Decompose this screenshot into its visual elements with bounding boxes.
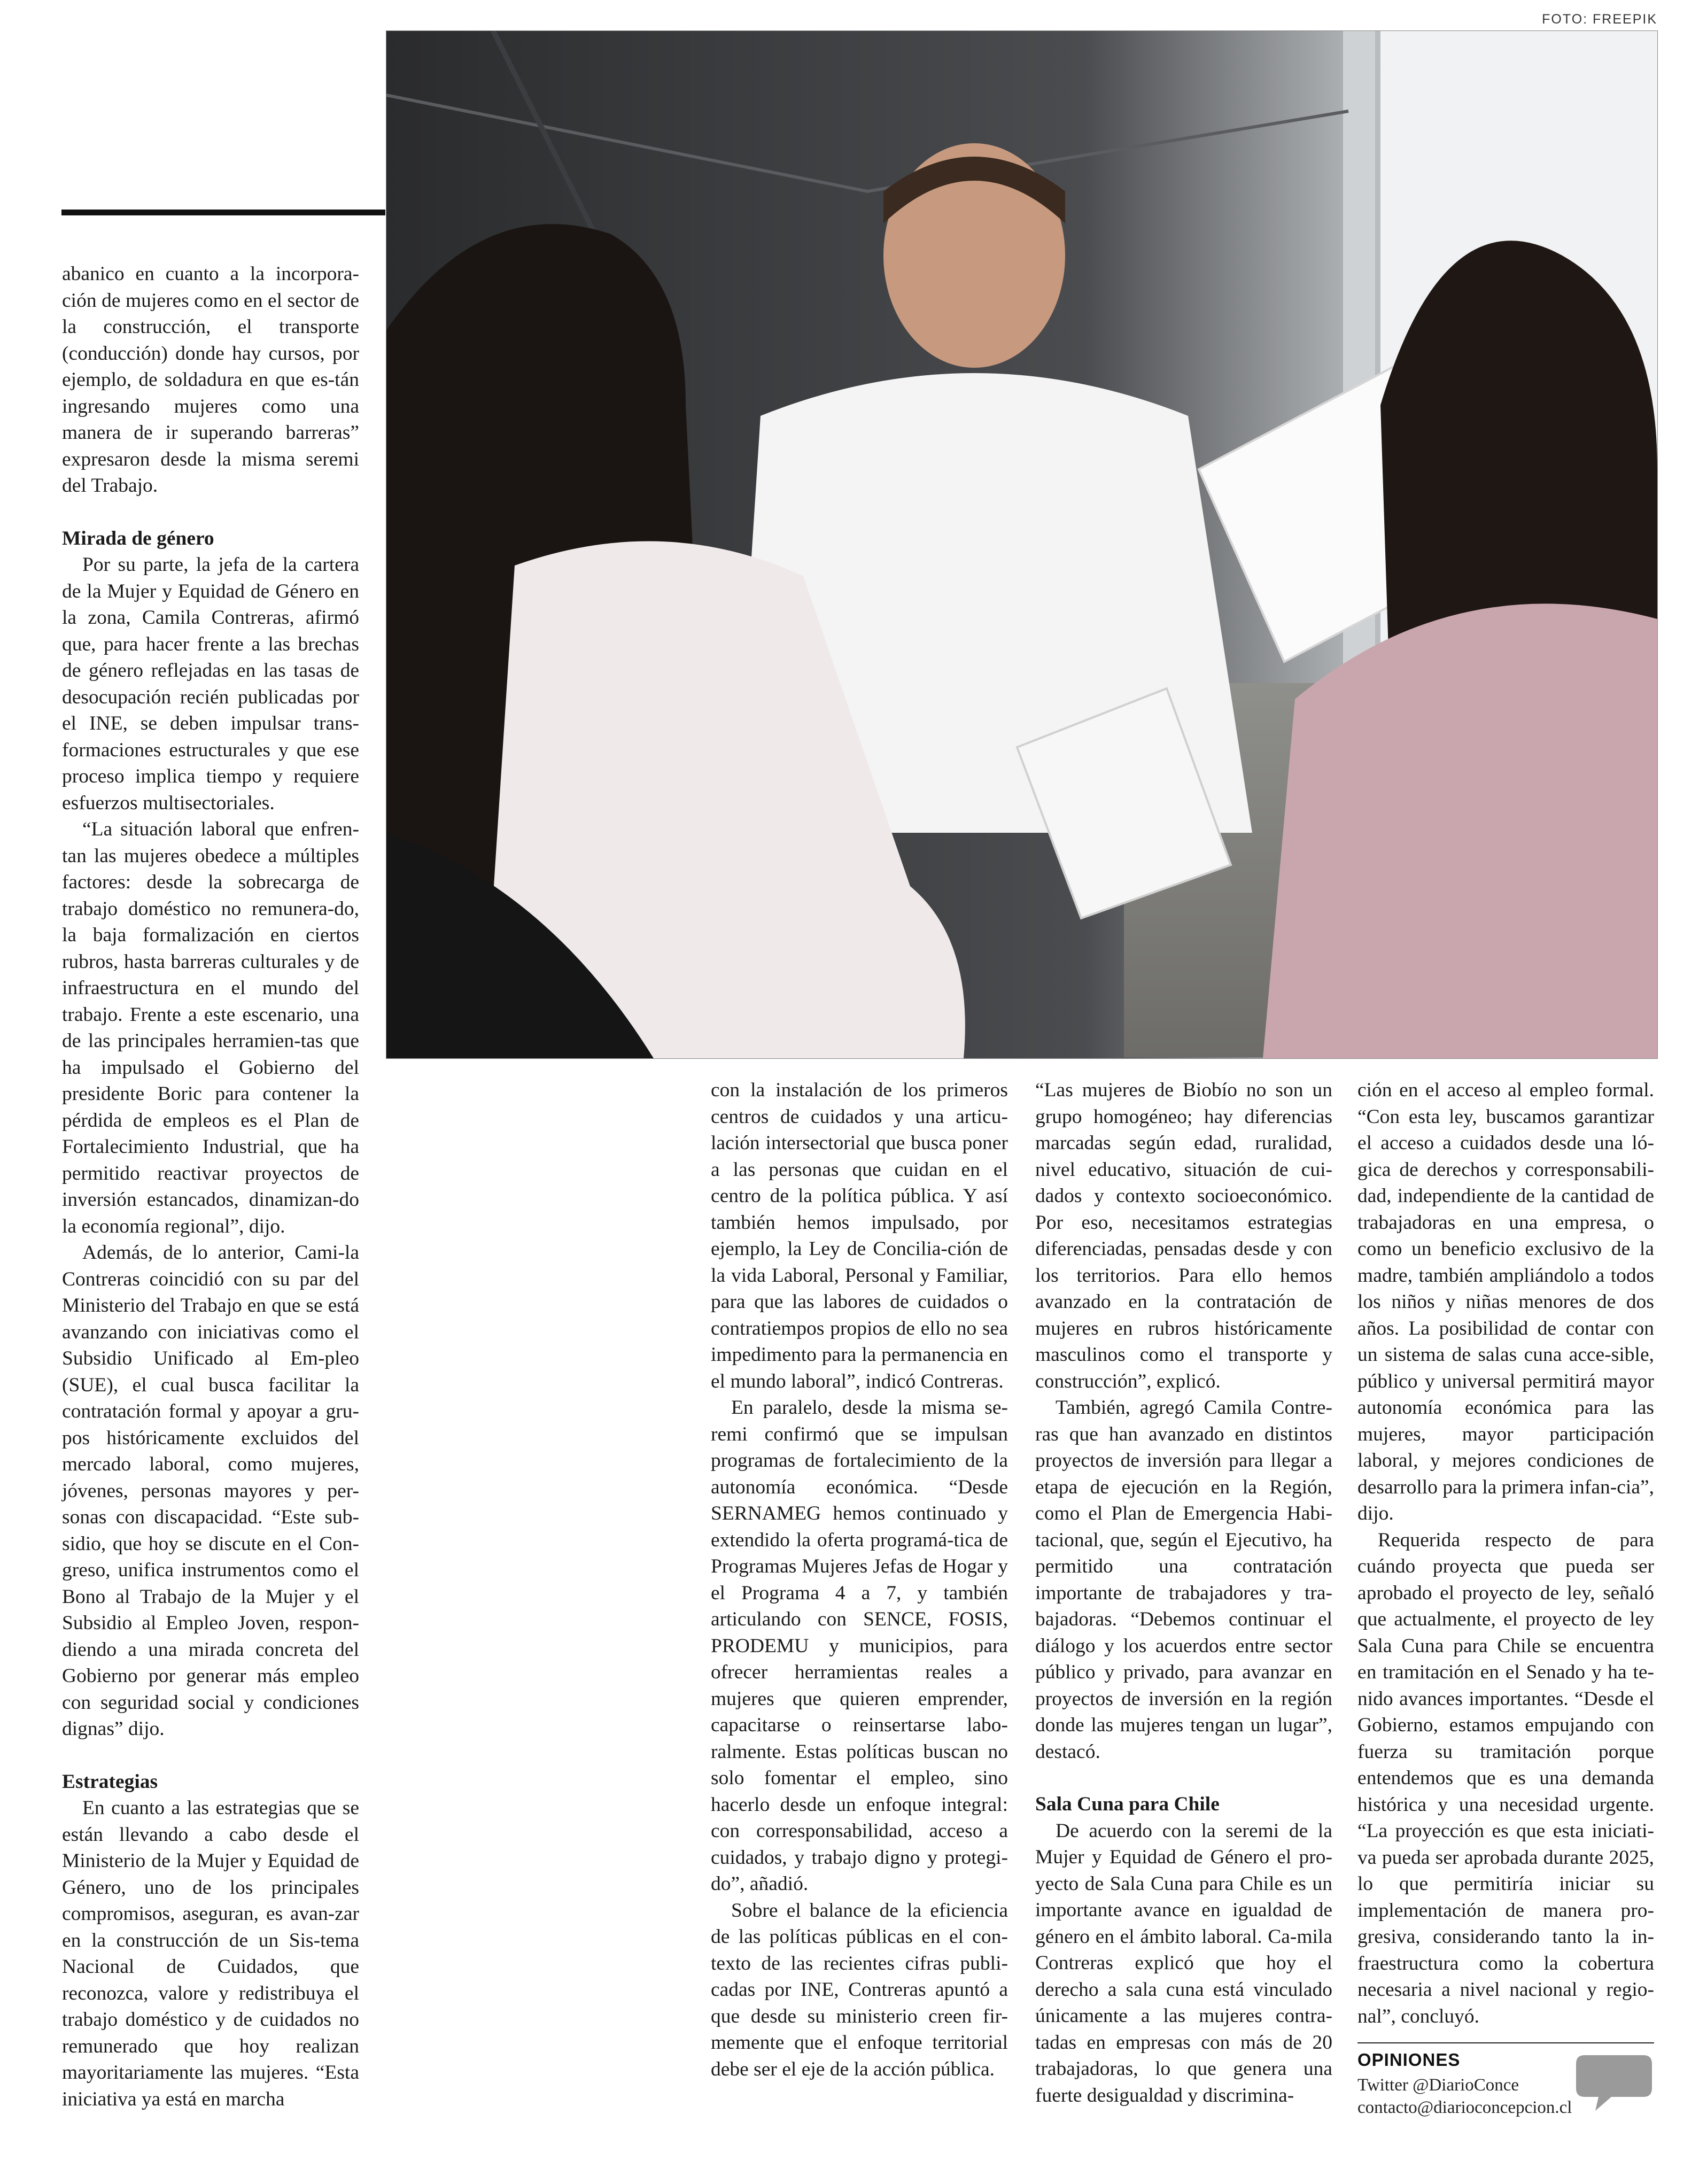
subheading-mirada-de-genero: Mirada de género [62, 527, 214, 549]
paragraph: “La situación laboral que enfren-tan las mujeres obedece a múltiples factores: desde la sobrecarga de trabajo doméstico no remunera-do, la baja formalización en ciertos rubros, hasta barreras culturales y de infraestructura en el mundo del trabajo. Frente a este escenario, una de las principales herramien-tas que ha impulsado el Gobierno del presidente Boric para contener la pérdida de empleos es el Plan de Fortalecimiento Industrial, que ha permitido reactivar proyectos de inversión estancados, dinamizan-do la economía regional”, dijo. [62, 818, 359, 1237]
subheading-sala-cuna: Sala Cuna para Chile [1035, 1793, 1220, 1815]
article-column-1 [62, 261, 359, 2112]
section-rule [61, 210, 385, 215]
office-meeting-illustration [386, 31, 1657, 1058]
article-column-3 [1035, 1077, 1332, 2109]
opinions-box [1357, 2042, 1654, 2156]
opinions-title: OPINIONES [1357, 2050, 1461, 2070]
paragraph: “Las mujeres de Biobío no son un grupo homogéneo; hay diferencias marcadas según edad, ruralidad, nivel educativo, situación de cui-dados y contexto socioeconómico. Por eso, necesitamos estrategias diferenciadas, pensadas desde y con los territorios. Para ello hemos avanzado en la contratación de mujeres en rubros históricamente masculinos como el transporte y construcción”, explicó. [1035, 1079, 1332, 1392]
twitter-handle[interactable]: Twitter @DiarioConce [1357, 2075, 1519, 2095]
article-column-4 [1357, 1077, 1654, 2030]
paragraph: con la instalación de los primeros centros de cuidados y una articu-lación intersectorial que busca poner a las personas que cuidan en el centro de la política pública. Y así también hemos impulsado, por ejemplo, la Ley de Concilia-ción de la vida Laboral, Personal y Familiar, para que las labores de cuidados o contratiempos propios de ello no sea impedimento para la permanencia en el mundo laboral”, indicó Contreras. [711, 1079, 1008, 1392]
paragraph: ción en el acceso al empleo formal. “Con esta ley, buscamos garantizar el acceso a cuidados desde una ló-gica de derechos y corresponsabili-dad, independiente de la cantidad de trabajadoras en una empresa, o como un beneficio exclusivo de la madre, también ampliándolo a todos los niños y niñas menores de dos años. La posibilidad de contar con un sistema de salas cuna acce-sible, público y universal permitirá mayor autonomía económica para las mujeres, mayor participación laboral, y mejores condiciones de desarrollo para la primera infan-cia”, dijo. [1357, 1079, 1654, 1524]
article-photo [386, 30, 1658, 1059]
article-column-2 [711, 1077, 1008, 2082]
paragraph: De acuerdo con la seremi de la Mujer y Equidad de Género el pro-yecto de Sala Cuna para Chile es un importante avance en igualdad de género en el ámbito laboral. Ca-mila Contreras explicó que hoy el derecho a sala cuna está vinculado únicamente a las mujeres contra-tadas en empresas con más de 20 trabajadoras, lo que genera una fuerte desigualdad y discrimina- [1035, 1819, 1332, 2106]
contact-email[interactable]: contacto@diarioconcepcion.cl [1357, 2098, 1572, 2117]
paragraph: En paralelo, desde la misma se-remi confirmó que se impulsan programas de fortalecimiento de la autonomía económica. “Desde SERNAMEG hemos continuado y extendido la oferta programá-tica de Programas Mujeres Jefas de Hogar y el Programa 4 a 7, y también articulando con SENCE, FOSIS, PRODEMU y municipios, para ofrecer herramientas reales a mujeres que quieren emprender, capacitarse o reinsertarse labo-ralmente. Estas políticas buscan no solo fomentar el empleo, sino hacerlo desde un enfoque integral: con corresponsabilidad, acceso a cuidados, y trabajo digno y protegi-do”, añadió. [711, 1397, 1008, 1895]
paragraph: Sobre el balance de la eficiencia de las políticas públicas en el con-texto de las recientes cifras publi-cadas por INE, Contreras apuntó a que desde su ministerio creen fir-memente que el enfoque territorial debe ser el eje de la acción pública. [711, 1899, 1008, 2080]
paragraph: Por su parte, la jefa de la cartera de la Mujer y Equidad de Género en la zona, Camila Contreras, afirmó que, para hacer frente a las brechas de género reflejadas en las tasas de desocupación recién publicadas por el INE, se deben impulsar trans-formaciones estructurales y que ese proceso implica tiempo y requiere esfuerzos multisectoriales. [62, 554, 359, 814]
paragraph: Además, de lo anterior, Cami-la Contreras coincidió con su par del Ministerio del Trabajo en que se está avanzando con iniciativas como el Subsidio Unificado al Em-pleo (SUE), el cual busca facilitar la contratación formal y apoyar a gru-pos históricamente excluidos del mercado laboral, como mujeres, jóvenes, personas mayores y per-sonas con discapacidad. “Este sub-sidio, que hoy se discute en el Con-greso, unifica instrumentos como el Bono al Trabajo de la Mujer y el Subsidio al Empleo Joven, respon-diendo a una mirada concreta del Gobierno por generar más empleo con seguridad social y condiciones dignas” dijo. [62, 1242, 359, 1740]
subheading-estrategias: Estrategias [62, 1770, 158, 1793]
paragraph: abanico en cuanto a la incorpora-ción de mujeres como en el sector de la construcción, el transporte (conducción) donde hay cursos, por ejemplo, de soldadura en que es-tán ingresando mujeres como una manera de ir superando barreras” expresaron desde la misma seremi del Trabajo. [62, 263, 359, 497]
photo-credit: FOTO: FREEPIK [1542, 12, 1657, 27]
paragraph: Requerida respecto de para cuándo proyecta que pueda ser aprobado el proyecto de ley, señaló que actualmente, el proyecto de ley Sala Cuna para Chile se encuentra en tramitación en el Senado y ha te-nido avances importantes. “Desde el Gobierno, estamos empujando con fuerza su tramitación porque entendemos que es una demanda histórica y una necesidad urgente. “La proyección es que esta iniciati-va pueda ser aprobada durante 2025, lo que permitiría iniciar su implementación de manera pro-gresiva, considerando tanto la in-fraestructura como la cobertura necesaria a nivel nacional y regio-nal”, concluyó. [1357, 1529, 1654, 2027]
speech-bubble-icon [1574, 2051, 1654, 2114]
paragraph: En cuanto a las estrategias que se están llevando a cabo desde el Ministerio de la Mujer y Equidad de Género, uno de los principales compromisos, aseguran, es avan-zar en la construcción de un Sis-tema Nacional de Cuidados, que reconozca, valore y redistribuya el trabajo doméstico y de cuidados no remunerado que hoy realizan mayoritariamente las mujeres. “Esta iniciativa ya está en marcha [62, 1797, 359, 2110]
paragraph: También, agregó Camila Contre-ras que han avanzado en distintos proyectos de inversión para llegar a etapa de ejecución en la Región, como el Plan de Emergencia Habi-tacional, que, según el Ejecutivo, ha permitido una contratación importante de trabajadores y tra-bajadoras. “Debemos continuar el diálogo y los acuerdos entre sector público y privado, para avanzar en proyectos de inversión en la región donde las mujeres tengan un lugar”, destacó. [1035, 1397, 1332, 1763]
